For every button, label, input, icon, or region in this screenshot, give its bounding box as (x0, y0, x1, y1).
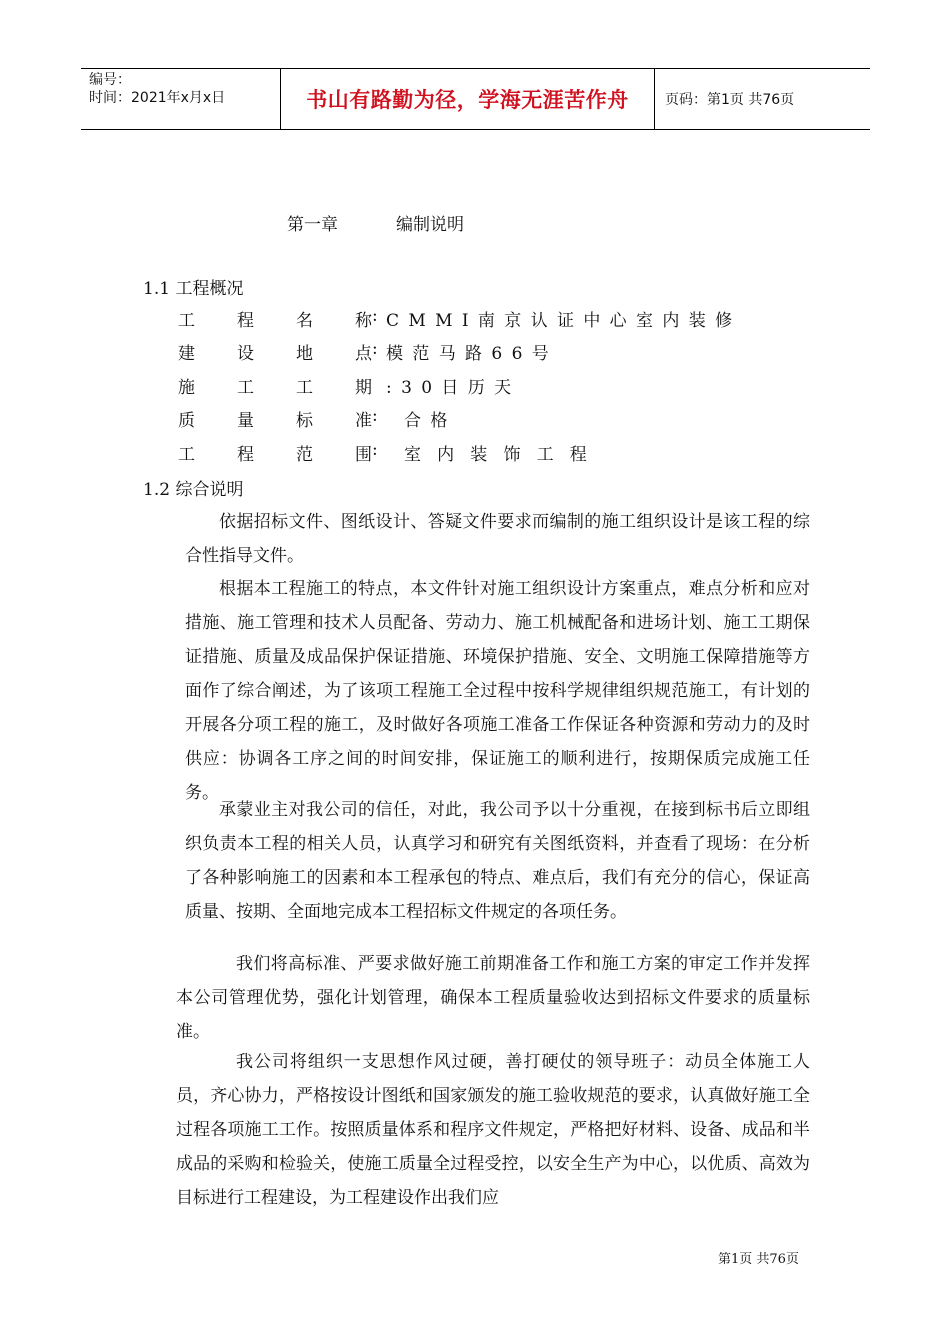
section-heading-1-2: 1.2 综合说明 (143, 480, 244, 500)
page-header (81, 68, 870, 130)
body-paragraph: 根据本工程施工的特点，本文件针对施工组织设计方案重点，难点分析和应对措施、施工管理和技术人员配备、劳动力、施工机械配备和进场计划、施工工期保证措施、质量及成品保护保证措施、环境保护措施、安全、文明施工保障措施等方面作了综合阐述，为了该项工程施工全过程中按科学规律组织规范施工，有计划的开展各分项工程的施工，及时做好各项施工准备工作保证各种资源和劳动力的及时供应：协调各工序之间的时间安排，保证施工的顺利进行，按期保质完成施工任务。 (185, 579, 810, 803)
header-page-label: 页码：第1页 共76页 (665, 92, 795, 108)
project-info-row: 工 程 名 称 : CMMI南京认证中心室内装修 (178, 306, 742, 331)
document-time-label: 时间：2021年x月x日 (89, 90, 226, 106)
project-info-value: CMMI南京认证中心室内装修 (386, 311, 742, 331)
project-info-row: 质 量 标 准 : 合格 (178, 406, 457, 431)
project-info-value: 室内装饰工程 (404, 445, 603, 465)
body-paragraph: 我们将高标准、严要求做好施工前期准备工作和施工方案的审定工作并发挥本公司管理优势，强化计划管理，确保本工程质量验收达到招标文件要求的质量标准。 (176, 954, 810, 1042)
body-paragraph: 承蒙业主对我公司的信任，对此，我公司予以十分重视，在接到标书后立即组织负责本工程的相关人员，认真学习和研究有关图纸资料，并查看了现场：在分析了各种影响施工的因素和本工程承包的特点、难点后，我们有充分的信心，保证高质量、按期、全面地完成本工程招标文件规定的各项任务。 (185, 800, 810, 922)
header-motto (281, 69, 655, 129)
chapter-number: 第一章 (287, 215, 338, 235)
project-info-value: 合格 (404, 411, 457, 431)
chapter-title: 编制说明 (396, 215, 464, 235)
project-info-label: 施 工 工 期 (178, 378, 372, 398)
project-info-label: 建 设 地 点 (178, 344, 372, 364)
body-paragraph: 我公司将组织一支思想作风过硬，善打硬仗的领导班子：动员全体施工人员，齐心协力，严格按设计图纸和国家颁发的施工验收规范的要求，认真做好施工全过程各项施工工作。按照质量体系和程序文件规定，严格把好材料、设备、成品和半成品的采购和检验关，使施工质量全过程受控，以安全生产为中心，以优质、高效为目标进行工程建设，为工程建设作出我们应 (176, 1052, 810, 1208)
header-meta (81, 69, 281, 129)
project-info-row: 建 设 地 点 : 模范马路66号 (178, 339, 559, 364)
body-paragraph: 依据招标文件、图纸设计、答疑文件要求而编制的施工组织设计是该工程的综合性指导文件。 (185, 512, 810, 566)
motto-text: 书山有路勤为径，学海无涯苦作舟 (306, 88, 629, 112)
project-info-value: :30日历天 (386, 378, 521, 398)
header-page-info (655, 69, 870, 129)
project-info-label: 工 程 名 称 (178, 311, 372, 331)
document-number-label: 编号： (89, 72, 131, 88)
chapter-heading (287, 210, 464, 235)
project-info-row (178, 373, 520, 398)
page-footer: 第1页 共76页 (718, 1252, 799, 1267)
project-info-row: 工 程 范 围 : 室内装饰工程 (178, 440, 603, 465)
section-heading-1-1: 1.1 工程概况 (143, 279, 244, 299)
project-info-value: 模范马路66号 (386, 344, 559, 364)
project-info-label: 质 量 标 准 (178, 411, 372, 431)
project-info-label: 工 程 范 围 (178, 445, 372, 465)
